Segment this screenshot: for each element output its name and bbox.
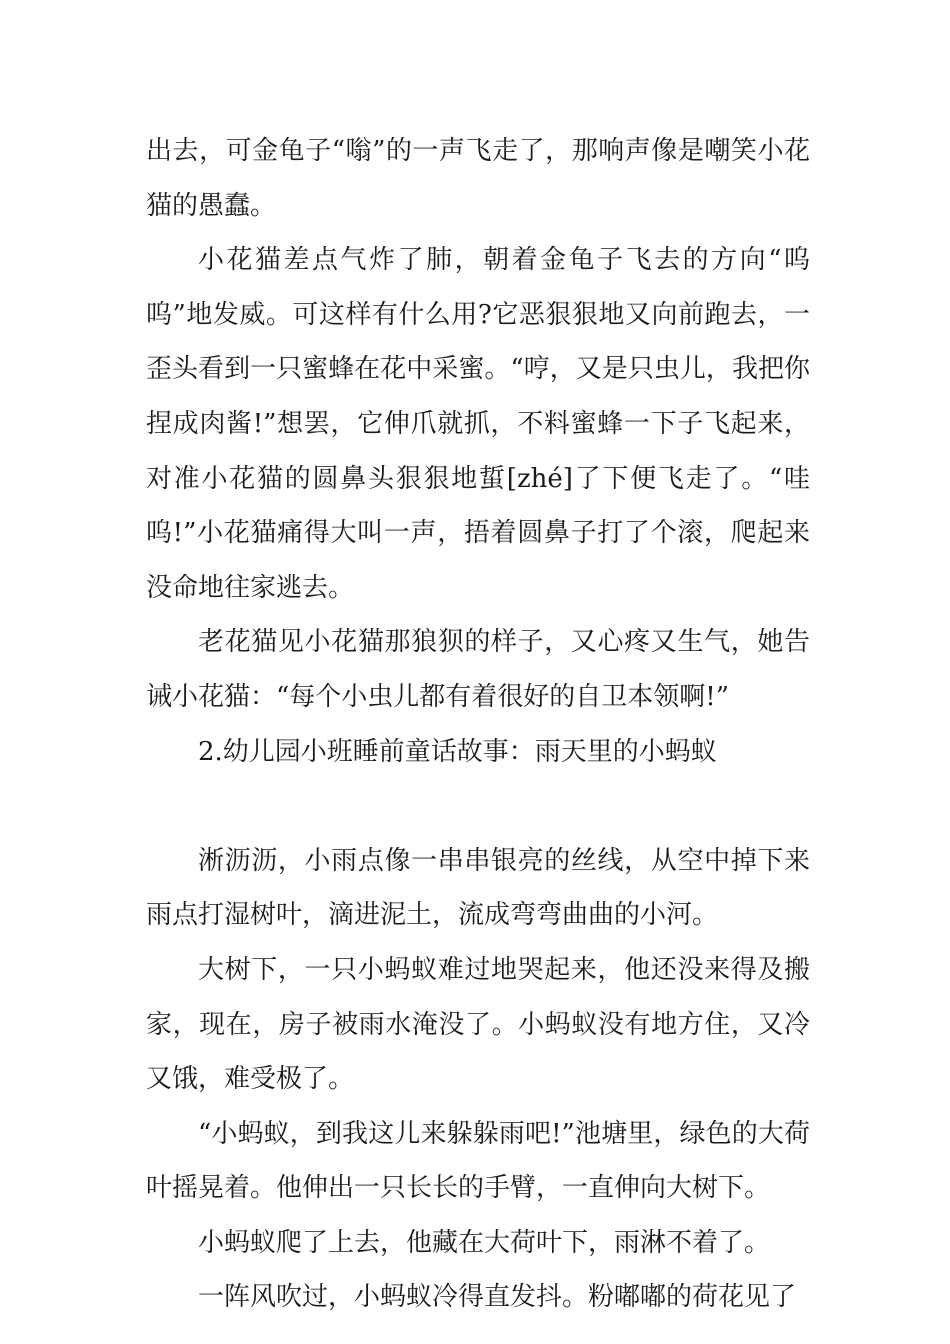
paragraph: 老花猫见小花猫那狼狈的样子，又心疼又生气，她告诫小花猫：“每个小虫儿都有着很好的自卫本领啊!” (146, 627, 810, 712)
document-body (146, 124, 810, 1325)
paragraph: 淅沥沥，小雨点像一串串银亮的丝线，从空中掉下来雨点打湿树叶，滴进泥土，流成弯弯曲曲的小河。 (146, 845, 810, 931)
paragraph: 小蚂蚁爬了上去，他藏在大荷叶下，雨淋不着了。 (198, 1227, 771, 1258)
paragraph-continued: 出去，可金龟子“嗡”的一声飞走了，那响声像是嘲笑小花猫的愚蠢。 (146, 136, 810, 221)
blank-line (146, 779, 810, 834)
paragraph: “小蚂蚁，到我这儿来躲躲雨吧!”池塘里，绿色的大荷叶摇晃着。他伸出一只长长的手臂，一直伸向大树下。 (146, 1118, 810, 1204)
paragraph: 一阵风吹过，小蚂蚁冷得直发抖。粉嘟嘟的荷花见了 (198, 1282, 797, 1313)
paragraph: 小花猫差点气炸了肺，朝着金龟子飞去的方向“呜呜”地发威。可这样有什么用?它恶狠狠地又向前跑去，一歪头看到一只蜜蜂在花中采蜜。“哼，又是只虫儿，我把你捏成肉酱!”想罢，它伸爪就抓，不料蜜蜂一下子飞起来，对准小花猫的圆鼻头狠狠地蜇[zhé]了下便飞走了。“哇呜!”小花猫痛得大叫一声，捂着圆鼻子打了个滚，爬起来没命地往家逃去。 (146, 245, 810, 603)
paragraph: 大树下，一只小蚂蚁难过地哭起来，他还没来得及搬家，现在，房子被雨水淹没了。小蚂蚁没有地方住，又冷又饿，难受极了。 (146, 954, 810, 1095)
story-heading: 2.幼儿园小班睡前童话故事：雨天里的小蚂蚁 (198, 736, 717, 767)
